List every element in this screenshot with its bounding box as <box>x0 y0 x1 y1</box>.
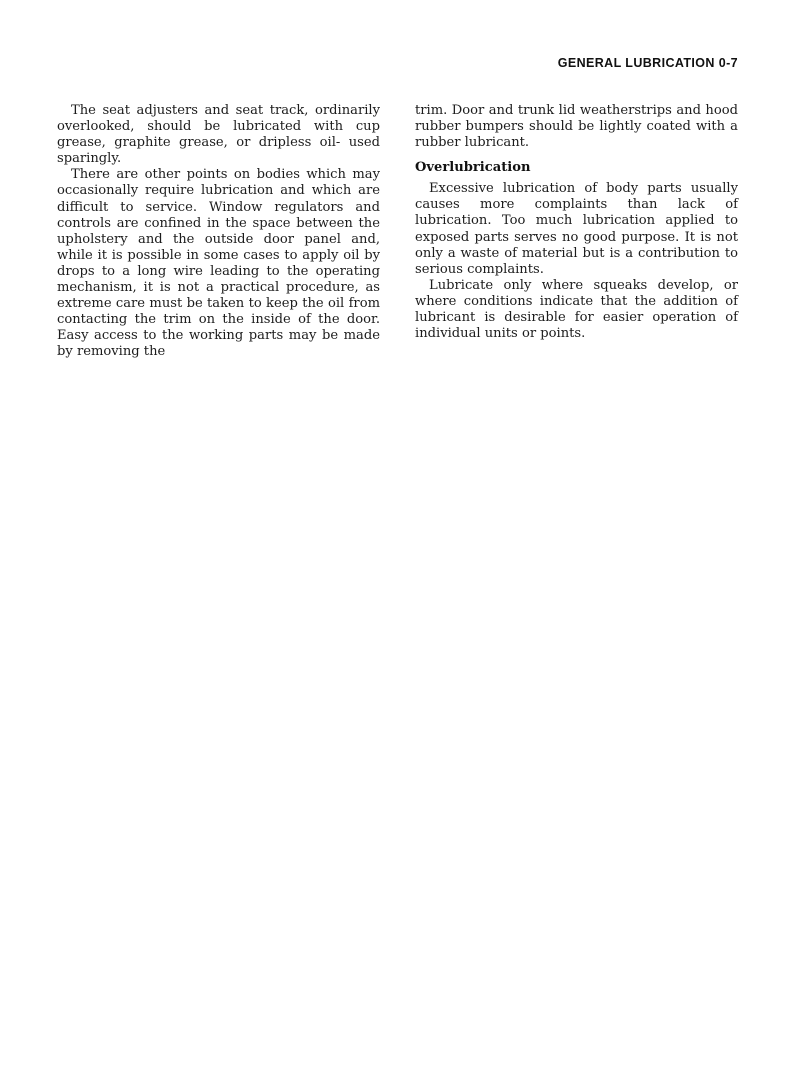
section-heading-overlubrication: Overlubrication <box>415 160 531 176</box>
paragraph-excessive-lubrication: Excessive lubrication of body parts usually causes more complaints than lack of lubrication. Too much lubrication applied to exposed parts serves no good purpose. It is not only a waste of material but is a contribution to serious complaints. <box>415 181 738 277</box>
paragraph-lubricate-only: Lubricate only where squeaks develop, or where conditions indicate that the addition of lubricant is desirable for easier operation of individual units or points. <box>415 277 738 342</box>
paragraph-continuation: trim. Door and trunk lid weatherstrips and hood rubber bumpers should be lightly coated with a rubber lubricant. <box>415 103 738 151</box>
paragraph-hard-to-service-points: There are other points on bodies which may occasionally require lubrication and which are difficult to service. Window regulators and controls are confined in the space between the upholstery and the outside door panel and, while it is possible in some cases to apply oil by drops to a long wire leading to the operating mechanism, it is not a practical procedure, as extreme care must be taken to keep the oil from contacting the trim on the inside of the door. Easy access to the working parts may be made by removing the <box>57 167 380 360</box>
right-column <box>415 103 738 342</box>
running-header: GENERAL LUBRICATION 0-7 <box>557 56 738 70</box>
paragraph-seat-adjusters: The seat adjusters and seat track, ordinarily overlooked, should be lubricated with cup grease, graphite grease, or dripless oil- used sparingly. <box>57 103 380 167</box>
left-column <box>57 103 380 361</box>
